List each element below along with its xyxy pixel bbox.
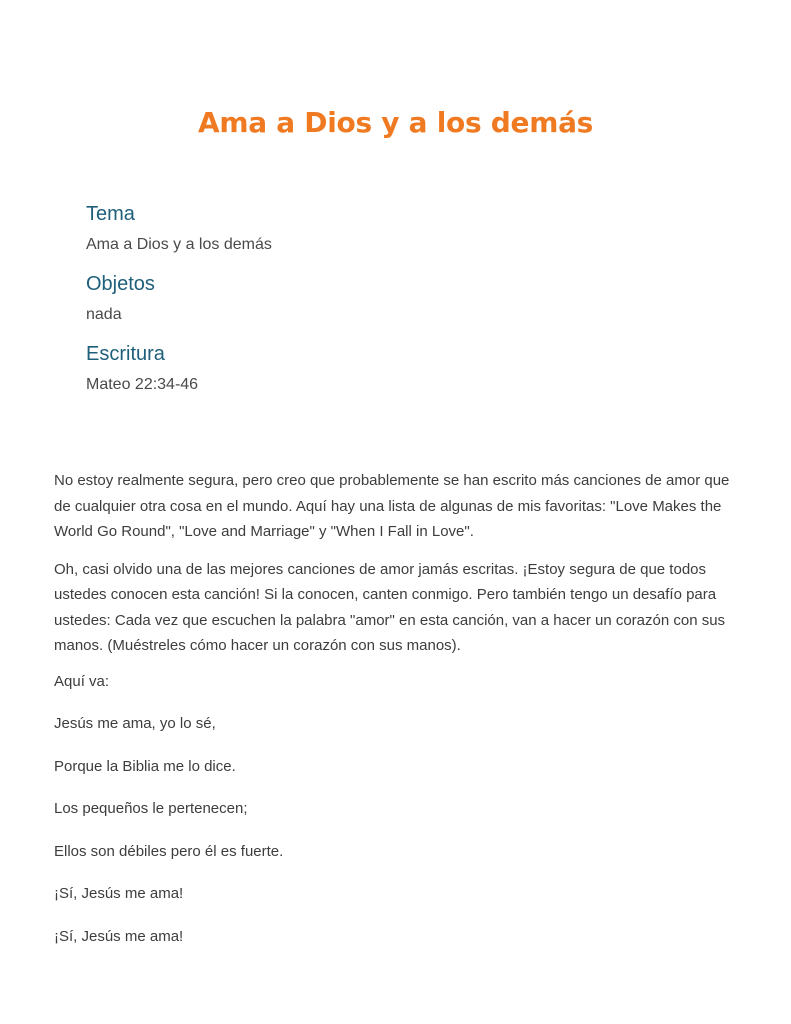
lesson-meta	[86, 200, 706, 410]
meta-heading-scripture: Escritura	[86, 343, 165, 365]
meta-value-scripture: Mateo 22:34-46	[86, 376, 199, 393]
meta-value-topic: Ama a Dios y a los demás	[86, 236, 272, 253]
song-line: Los pequeños le pertenecen;	[54, 800, 248, 817]
song-line: Porque la Biblia me lo dice.	[54, 757, 236, 775]
meta-topic	[86, 200, 706, 256]
meta-value-objects: nada	[86, 306, 122, 323]
meta-heading-topic: Tema	[86, 203, 135, 225]
song-line: Ellos son débiles pero él es fuerte.	[54, 842, 284, 860]
page-title: Ama a Dios y a los demás	[197, 106, 594, 139]
meta-scripture	[86, 340, 706, 396]
paragraph: No estoy realmente segura, pero creo que probablemente se han escrito más canciones de amor que de cualquier otra cosa en el mundo. Aquí hay una lista de algunas de mis favoritas: "Love Makes the World Go Round", "Love and Marriage" y "When I Fall in Love".	[54, 472, 730, 540]
song-line: ¡Sí, Jesús me ama!	[54, 927, 184, 945]
paragraph: Oh, casi olvido una de las mejores canciones de amor jamás escritas. ¡Estoy segura de que todos ustedes conocen esta canción! Si la conocen, canten conmigo. Pero también tengo un desafío para ustedes: Cada vez que escuchen la palabra "amor" en esta canción, van a hacer un corazón con sus manos. (Muéstreles cómo hacer un corazón con sus manos).	[54, 560, 726, 654]
song-line: ¡Sí, Jesús me ama!	[54, 885, 184, 902]
meta-objects	[86, 270, 706, 326]
song-line: Jesús me ama, yo lo sé,	[54, 715, 216, 732]
lesson-body	[54, 468, 744, 968]
song-intro-line: Aquí va:	[54, 672, 110, 690]
meta-heading-objects: Objetos	[86, 273, 155, 295]
